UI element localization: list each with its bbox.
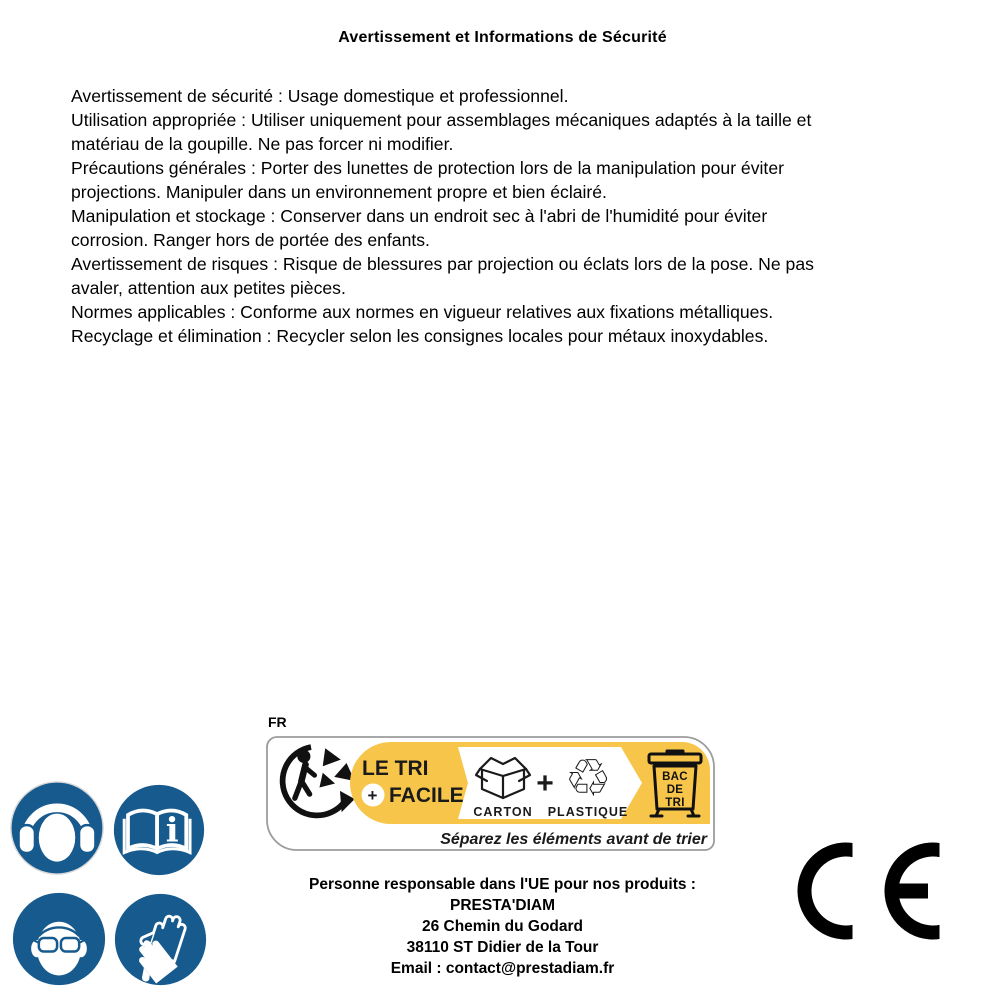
safety-text-block <box>71 84 961 348</box>
label-facile: FACILE <box>389 784 464 807</box>
contact-line: PRESTA'DIAM <box>449 897 555 914</box>
safety-line: Recyclage et élimination : Recycler selon les consignes locales pour métaux inoxydables. <box>71 326 769 346</box>
label-tagline: Séparez les éléments avant de trier <box>440 831 707 848</box>
wear-eye-protection-icon <box>11 891 107 987</box>
safety-line: Avertissement de risques : Risque de blessures par projection ou éclats lors de la pose. Ne pas <box>71 254 814 274</box>
safety-line: matériau de la goupille. Ne pas forcer ni modifier. <box>71 134 454 154</box>
country-tag: FR <box>268 714 287 730</box>
safety-line: Avertissement de sécurité : Usage domestique et professionnel. <box>71 86 569 106</box>
contact-line: 38110 ST Didier de la Tour <box>406 939 599 956</box>
safety-line: Précautions générales : Porter des lunettes de protection lors de la manipulation pour éviter <box>71 158 784 178</box>
tri-facile-recycling-label <box>266 736 716 852</box>
plus-pill-icon: + <box>367 786 378 805</box>
page-title: Avertissement et Informations de Sécurité <box>338 29 667 46</box>
plastique-recycling-icon: ♲ <box>564 750 612 808</box>
ce-mark <box>795 842 945 940</box>
safety-line: Normes applicables : Conforme aux normes en vigueur relatives aux fixations métalliques. <box>71 302 774 322</box>
wear-protective-gloves-icon <box>113 892 208 987</box>
bin-label-tri: TRI <box>665 797 685 809</box>
label-plastique: PLASTIQUE <box>547 805 629 819</box>
contact-line: 26 Chemin du Godard <box>421 918 584 935</box>
read-instruction-manual-icon <box>112 783 206 877</box>
plus-icon: + <box>536 767 554 800</box>
label-le-tri: LE TRI <box>362 757 429 780</box>
wear-ear-protection-icon <box>9 780 105 876</box>
safety-line: Utilisation appropriée : Utiliser uniquement pour assemblages mécaniques adaptés à la taille et <box>71 110 812 130</box>
safety-line: projections. Manipuler dans un environnement propre et bien éclairé. <box>71 182 607 202</box>
safety-line: avaler, attention aux petites pièces. <box>71 278 346 298</box>
bin-label-bac: BAC <box>662 771 688 783</box>
bin-label-de: DE <box>666 784 684 796</box>
contact-line: Personne responsable dans l'UE pour nos produits : <box>309 876 696 893</box>
safety-line: Manipulation et stockage : Conserver dans un endroit sec à l'abri de l'humidité pour éviter <box>71 206 768 226</box>
safety-line: corrosion. Ranger hors de portée des enfants. <box>71 230 430 250</box>
label-carton: CARTON <box>473 805 533 819</box>
svg-text:i: i <box>165 809 179 850</box>
contact-line: Email : contact@prestadiam.fr <box>390 960 615 977</box>
